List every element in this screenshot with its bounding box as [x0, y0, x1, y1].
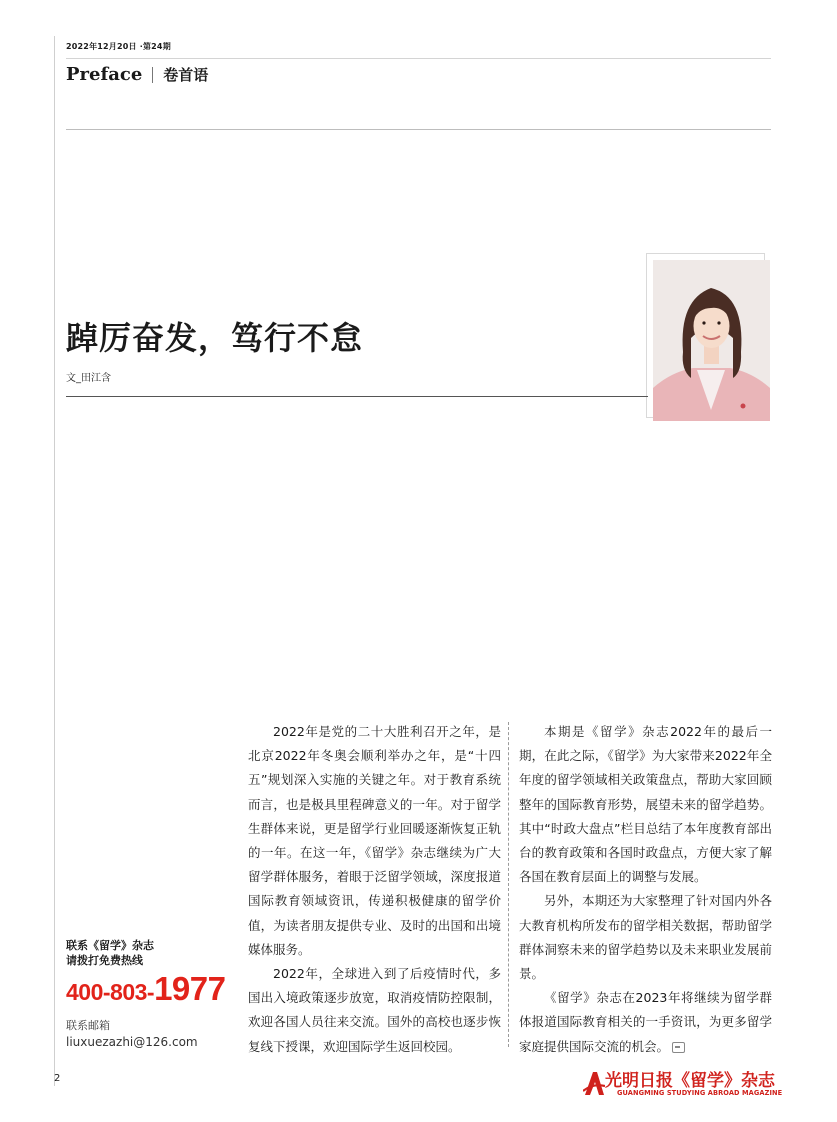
email-address: liuxuezazhi@126.com — [66, 1035, 198, 1049]
section-name-en: Preface — [66, 64, 143, 85]
column-divider — [508, 722, 509, 1047]
logo-text-cn: 光明日报《留学》杂志 — [605, 1071, 775, 1091]
title-divider — [66, 396, 648, 397]
issue-date: 2022年12月20日 ·第24期 — [66, 42, 171, 51]
guangming-logo-icon — [583, 1069, 605, 1099]
paragraph: 2022年是党的二十大胜利召开之年，是北京2022年冬奥会顺利举办之年，是“十四五”规划深入实施的关键之年。对于教育系统而言，也是极具里程碑意义的一年。对于留学生群体来说，更是留学行业回暖逐渐恢复正轨的一年。在这一年，《留学》杂志继续为广大留学群体服务，着眼于泛留学领域，深度报道国际教育领域资讯，传递积极健康的留学价值，为读者朋友提供专业、及时的出国和出境媒体服务。 — [248, 724, 501, 957]
paragraph: 另外，本期还为大家整理了针对国内外各大教育机构所发布的留学相关数据，帮助留学群体洞察未来的留学趋势以及未来职业发展前景。 — [519, 893, 772, 982]
section-heading — [66, 64, 208, 85]
paragraph: 2022年，全球进入到了后疫情时代，多国出入境政策逐步放宽，取消疫情防控限制，欢迎各国人员往来交流。国外的高校也逐步恢复线下授课，欢迎国际学生返回校园。 — [248, 966, 501, 1054]
page-number: 2 — [54, 1073, 61, 1084]
contact-block — [66, 938, 236, 1050]
section-separator — [152, 67, 153, 83]
magazine-logo — [583, 1067, 783, 1101]
author-photo — [653, 260, 770, 421]
page-margin-line — [54, 36, 55, 1086]
hotline-suffix: 1977 — [154, 970, 226, 1007]
text-column-right — [519, 720, 772, 1059]
article-title: 踔厉奋发，笃行不怠 — [66, 319, 364, 357]
hotline-number — [66, 970, 236, 1008]
end-of-article-icon — [672, 1042, 685, 1053]
text-column-left — [248, 720, 501, 1059]
paragraph-last — [519, 986, 772, 1059]
paragraph-text: 《留学》杂志在2023年将继续为留学群体报道国际教育相关的一手资讯，为更多留学家庭提供国际交流的机会。 — [519, 990, 772, 1054]
contact-line-1: 联系《留学》杂志 — [66, 939, 154, 952]
byline: 文_田江含 — [66, 373, 111, 384]
contact-line-2: 请拨打免费热线 — [66, 954, 143, 967]
email-label: 联系邮箱 — [66, 1019, 110, 1032]
logo-text-en: GUANGMING STUDYING ABROAD MAGAZINE — [617, 1089, 783, 1097]
paragraph: 本期是《留学》杂志2022年的最后一期，在此之际，《留学》为大家带来2022年全年度的留学领域相关政策盘点，帮助大家回顾整年的国际教育形势，展望未来的留学趋势。其中“时政大盘点”栏目总结了本年度教育部出台的教育政策和各国时政盘点，方便大家了解各国在教育层面上的调整与发展。 — [519, 724, 772, 885]
hotline-prefix: 400-803- — [66, 979, 155, 1005]
section-divider — [66, 129, 771, 130]
header-divider — [66, 58, 771, 59]
section-name-cn: 卷首语 — [163, 66, 209, 84]
